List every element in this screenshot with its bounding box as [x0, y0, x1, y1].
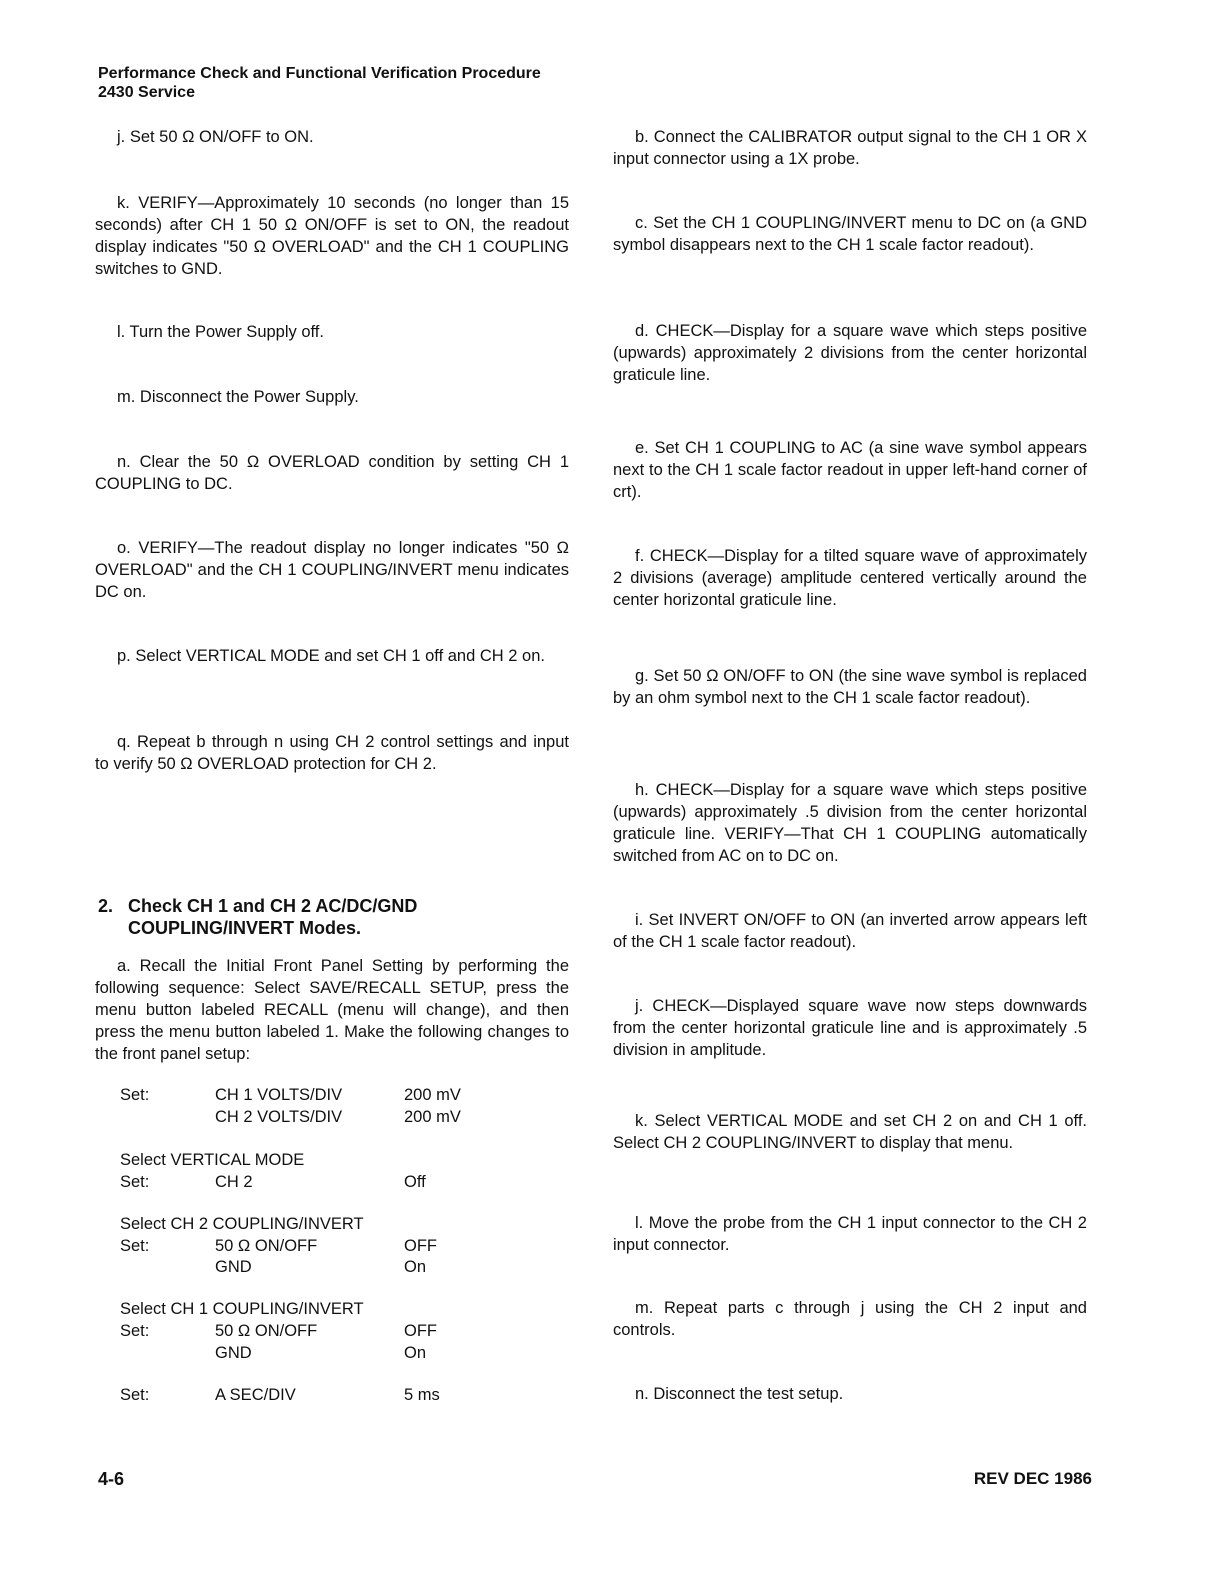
settings-group-title-text: Select CH 2 COUPLING/INVERT: [120, 1215, 364, 1233]
settings-control: CH 2 VOLTS/DIV: [215, 1108, 343, 1126]
step-section-a: a. Recall the Initial Front Panel Setting by performing the following sequence: Select SAVE/RECALL SETUP, press the menu button labeled RECALL (menu will change), and then press the menu button labeled 1. Make the following changes to the front panel setup:: [95, 957, 569, 1063]
settings-value: On: [404, 1258, 427, 1276]
step-left-n: n. Clear the 50 Ω OVERLOAD condition by setting CH 1 COUPLING to DC.: [95, 453, 569, 493]
step-right-d: d. CHECK—Display for a square wave which steps positive (upwards) approximately 2 divisions from the center horizontal graticule line.: [613, 322, 1087, 384]
running-header-subtitle: 2430 Service: [98, 84, 195, 101]
settings-value: 200 mV: [404, 1108, 461, 1126]
step-left-l: l. Turn the Power Supply off.: [117, 323, 324, 341]
settings-group-title-text: Select CH 1 COUPLING/INVERT: [120, 1300, 364, 1318]
running-header-title: Performance Check and Functional Verification Procedure: [98, 65, 541, 82]
step-left-k: k. VERIFY—Approximately 10 seconds (no longer than 15 seconds) after CH 1 50 Ω ON/OFF is set to ON, the readout display indicates "50 Ω OVERLOAD" and the CH 1 COUPLING switches to GND.: [95, 194, 569, 278]
settings-value: OFF: [404, 1237, 437, 1255]
settings-value: Off: [404, 1173, 426, 1191]
step-right-e: e. Set CH 1 COUPLING to AC (a sine wave symbol appears next to the CH 1 scale factor readout in upper left-hand corner of crt).: [613, 439, 1087, 501]
step-right-b: b. Connect the CALIBRATOR output signal to the CH 1 OR X input connector using a 1X probe.: [613, 128, 1087, 168]
settings-control: CH 1 VOLTS/DIV: [215, 1086, 343, 1104]
step-right-c: c. Set the CH 1 COUPLING/INVERT menu to DC on (a GND symbol disappears next to the CH 1 scale factor readout).: [613, 214, 1087, 254]
section-title-line2: COUPLING/INVERT Modes.: [128, 918, 362, 938]
settings-control: CH 2: [215, 1173, 253, 1191]
step-left-q: q. Repeat b through n using CH 2 control settings and input to verify 50 Ω OVERLOAD protection for CH 2.: [95, 733, 569, 773]
settings-control: A SEC/DIV: [215, 1386, 296, 1404]
settings-value: 5 ms: [404, 1386, 440, 1404]
step-right-j: j. CHECK—Displayed square wave now steps downwards from the center horizontal graticule line and is approximately .5 division in amplitude.: [613, 997, 1087, 1059]
settings-label: Set:: [120, 1086, 150, 1104]
settings-control: GND: [215, 1344, 252, 1362]
settings-control: 50 Ω ON/OFF: [215, 1322, 318, 1340]
settings-group-title-text: Select VERTICAL MODE: [120, 1151, 305, 1169]
step-right-l: l. Move the probe from the CH 1 input connector to the CH 2 input connector.: [613, 1214, 1087, 1254]
step-left-j: j. Set 50 Ω ON/OFF to ON.: [117, 128, 314, 146]
step-right-f: f. CHECK—Display for a tilted square wave of approximately 2 divisions (average) amplitude centered vertically around the center horizontal graticule line.: [613, 547, 1087, 609]
step-right-k: k. Select VERTICAL MODE and set CH 2 on and CH 1 off. Select CH 2 COUPLING/INVERT to display that menu.: [613, 1112, 1087, 1152]
settings-value: 200 mV: [404, 1086, 461, 1104]
step-left-o: o. VERIFY—The readout display no longer indicates "50 Ω OVERLOAD" and the CH 1 COUPLING/INVERT menu indicates DC on.: [95, 539, 569, 601]
step-left-p: p. Select VERTICAL MODE and set CH 1 off and CH 2 on.: [117, 647, 545, 665]
step-left-m: m. Disconnect the Power Supply.: [117, 388, 359, 406]
step-right-i: i. Set INVERT ON/OFF to ON (an inverted arrow appears left of the CH 1 scale factor readout).: [613, 911, 1087, 951]
step-right-g: g. Set 50 Ω ON/OFF to ON (the sine wave symbol is replaced by an ohm symbol next to the CH 1 scale factor readout).: [613, 667, 1087, 707]
settings-control: GND: [215, 1258, 252, 1276]
step-right-m: m. Repeat parts c through j using the CH 2 input and controls.: [613, 1299, 1087, 1339]
settings-label: Set:: [120, 1237, 150, 1255]
settings-control: 50 Ω ON/OFF: [215, 1237, 318, 1255]
settings-value: On: [404, 1344, 427, 1362]
settings-value: OFF: [404, 1322, 437, 1340]
settings-label: Set:: [120, 1173, 150, 1191]
section-number: 2.: [98, 896, 114, 916]
step-right-n: n. Disconnect the test setup.: [635, 1385, 844, 1403]
step-right-h: h. CHECK—Display for a square wave which steps positive (upwards) approximately .5 division from the center horizontal graticule line. VERIFY—That CH 1 COUPLING automatically switched from AC on to DC on.: [613, 781, 1087, 865]
settings-label: Set:: [120, 1322, 150, 1340]
page-number: 4-6: [98, 1469, 125, 1489]
section-title-line1: Check CH 1 and CH 2 AC/DC/GND: [128, 896, 418, 916]
settings-label: Set:: [120, 1386, 150, 1404]
revision-date: REV DEC 1986: [973, 1469, 1092, 1488]
section-heading: [98, 895, 578, 939]
